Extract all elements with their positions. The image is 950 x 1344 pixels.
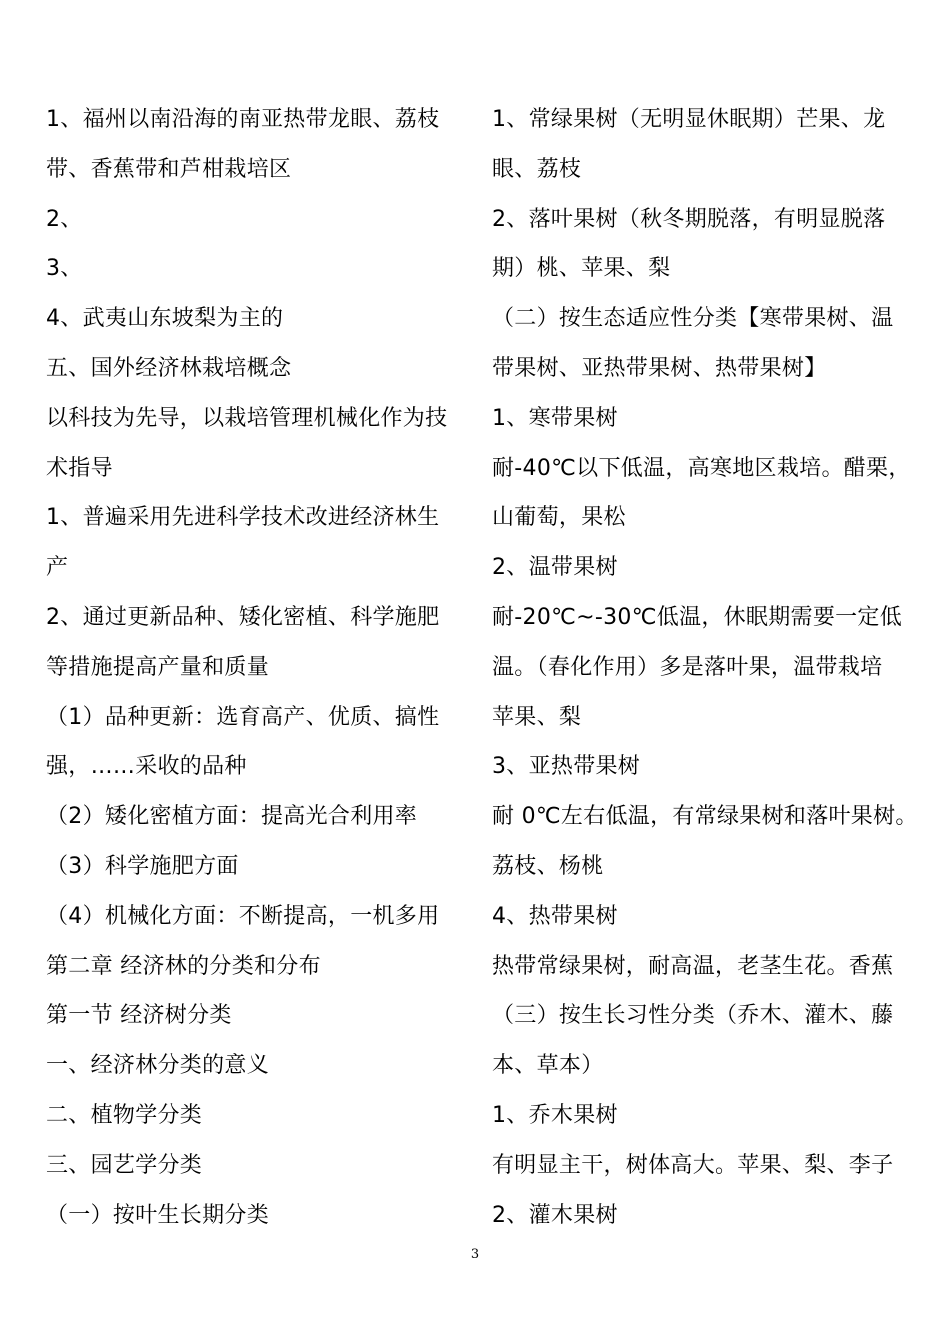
text-line: （二）按生态适应性分类【寒带果树、温	[492, 306, 894, 332]
text-line: 1、常绿果树（无明显休眠期）芒果、龙	[492, 107, 886, 132]
text-line: 1、寒带果树	[492, 405, 618, 431]
text-line: 荔枝、杨桃	[492, 853, 604, 879]
text-line: 第一节 经济树分类	[46, 1003, 232, 1029]
text-line: 温。（春化作用）多是落叶果，温带栽培	[492, 654, 883, 680]
text-line: 一、经济林分类的意义	[46, 1053, 270, 1079]
text-line: 3、亚热带果树	[492, 754, 641, 780]
text-line: 以科技为先导，以栽培管理机械化作为技	[46, 405, 448, 431]
text-line: 期）桃、苹果、梨	[492, 256, 671, 282]
text-line: 强，……采收的品种	[46, 754, 247, 780]
text-line: 1、乔木果树	[492, 1102, 618, 1128]
text-line: 耐-20℃~-30℃低温，休眠期需要一定低	[492, 604, 903, 630]
text-line: 五、国外经济林栽培概念	[46, 355, 292, 381]
text-line: 2、通过更新品种、矮化密植、科学施肥	[46, 604, 440, 630]
text-line: 等措施提高产量和质量	[46, 654, 270, 680]
page-number: 3	[470, 1247, 480, 1262]
text-line: 2、温带果树	[492, 555, 618, 581]
text-line: （2）矮化密植方面：提高光合利用率	[46, 804, 418, 830]
text-line: 4、热带果树	[492, 903, 618, 929]
text-line: 有明显主干，树体高大。苹果、梨、李子	[492, 1152, 894, 1178]
text-line: （三）按生长习性分类（乔木、灌木、藤	[492, 1003, 894, 1029]
text-line: 山葡萄，果松	[492, 505, 626, 531]
text-line: 苹果、梨	[492, 704, 582, 730]
text-line: 4、武夷山东坡梨为主的	[46, 306, 284, 332]
text-line: 2、	[46, 206, 83, 232]
text-line: 2、落叶果树（秋冬期脱落，有明显脱落	[492, 206, 886, 232]
text-line: 2、灌木果树	[492, 1202, 618, 1228]
text-line: 耐 0℃左右低温，有常绿果树和落叶果树。	[492, 804, 918, 830]
text-line: 带、香蕉带和芦柑栽培区	[46, 156, 292, 182]
text-line: 产	[46, 555, 69, 581]
text-line: 第二章 经济林的分类和分布	[46, 953, 321, 979]
left-text-column	[46, 95, 466, 1240]
text-line: 二、植物学分类	[46, 1102, 203, 1128]
text-line: （4）机械化方面：不断提高，一机多用	[46, 903, 440, 929]
text-line: （一）按叶生长期分类	[46, 1202, 270, 1228]
text-line: 耐-40℃以下低温，高寒地区栽培。醋栗，	[492, 455, 911, 481]
right-text-column	[492, 95, 922, 1240]
text-line: 本、草本）	[492, 1053, 604, 1079]
text-line: 术指导	[46, 455, 113, 481]
text-line: 眼、荔枝	[492, 156, 582, 182]
text-line: 3、	[46, 256, 83, 282]
text-line: 热带常绿果树，耐高温，老茎生花。香蕉	[492, 953, 894, 979]
text-line: 三、园艺学分类	[46, 1152, 203, 1178]
text-line: 1、福州以南沿海的南亚热带龙眼、荔枝	[46, 107, 440, 132]
text-line: 带果树、亚热带果树、热带果树】	[492, 355, 827, 381]
text-line: （3）科学施肥方面	[46, 853, 239, 879]
text-line: （1）品种更新：选育高产、优质、搞性	[46, 704, 440, 730]
text-line: 1、普遍采用先进科学技术改进经济林生	[46, 505, 440, 531]
